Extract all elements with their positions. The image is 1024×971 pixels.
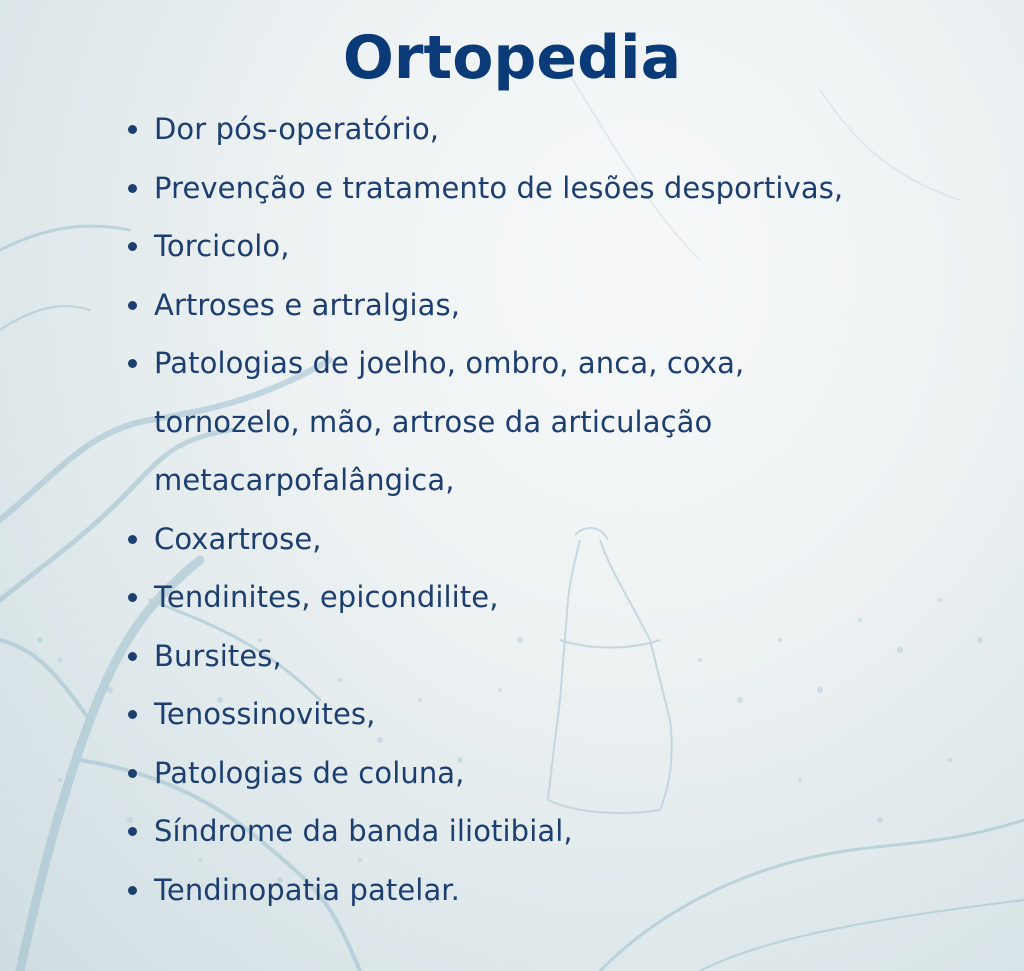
bullet-icon <box>128 886 137 895</box>
list-item <box>124 159 1004 218</box>
conditions-list <box>124 100 1004 919</box>
list-item <box>124 100 1004 159</box>
list-item-text: Prevenção e tratamento de lesões desportivas, <box>154 170 844 205</box>
list-item-text: Tenossinovites, <box>154 697 376 731</box>
list-item <box>124 568 1004 627</box>
list-item-text: Patologias de joelho, ombro, anca, coxa, tornozelo, mão, artrose da articulação metacarpofalângica, <box>154 346 745 497</box>
list-item-text: Tendinites, epicondilite, <box>154 580 499 614</box>
bullet-icon <box>128 827 137 836</box>
list-item <box>124 861 1004 920</box>
list-item <box>124 334 854 510</box>
bullet-icon <box>128 125 137 134</box>
list-item-text: Tendinopatia patelar. <box>154 872 460 907</box>
list-item-text: Artroses e artralgias, <box>154 287 461 322</box>
list-item <box>124 510 1004 569</box>
list-item <box>124 744 1004 803</box>
page-title: Ortopedia <box>342 23 682 93</box>
bullet-icon <box>128 184 137 193</box>
bullet-icon <box>128 652 137 661</box>
list-item-text: Bursites, <box>154 638 282 673</box>
list-item <box>124 685 1004 744</box>
bullet-icon <box>128 301 137 310</box>
bullet-icon <box>128 535 137 544</box>
bullet-icon <box>128 242 137 251</box>
bullet-icon <box>128 359 137 368</box>
list-item <box>124 627 1004 686</box>
list-item <box>124 217 1004 276</box>
list-item-text: Dor pós-operatório, <box>154 112 440 146</box>
bullet-icon <box>128 710 137 719</box>
bullet-icon <box>128 593 137 602</box>
list-item-text: Torcicolo, <box>154 229 290 263</box>
list-item-text: Síndrome da banda iliotibial, <box>154 814 573 848</box>
bullet-icon <box>128 769 137 778</box>
list-item <box>124 276 1004 335</box>
list-item-text: Patologias de coluna, <box>154 755 465 790</box>
list-item <box>124 802 1004 861</box>
list-item-text: Coxartrose, <box>154 521 322 556</box>
